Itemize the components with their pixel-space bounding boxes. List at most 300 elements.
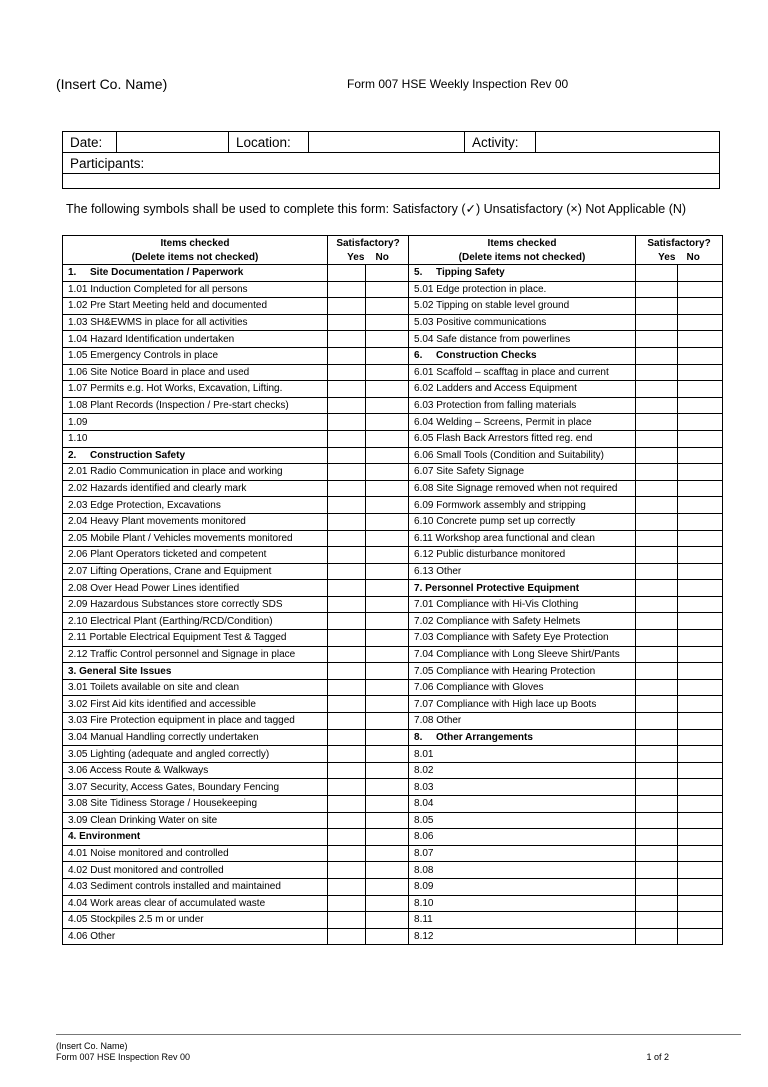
no-checkbox-cell[interactable]	[678, 696, 723, 713]
no-checkbox-cell[interactable]	[678, 713, 723, 730]
no-checkbox-cell[interactable]	[366, 878, 409, 895]
no-checkbox-cell[interactable]	[678, 663, 723, 680]
no-checkbox-cell[interactable]	[678, 480, 723, 497]
item-text: Construction Checks	[436, 350, 537, 362]
checklist-item	[63, 613, 328, 630]
no-checkbox-cell[interactable]	[678, 729, 723, 746]
checklist-item	[409, 829, 636, 846]
checklist-item	[63, 630, 328, 647]
no-checkbox-cell[interactable]	[678, 829, 723, 846]
table-row	[63, 912, 723, 929]
yes-checkbox-cell[interactable]	[328, 845, 366, 862]
checklist-item	[409, 630, 636, 647]
checklist-item	[63, 347, 328, 364]
item-text: 2.03 Edge Protection, Excavations	[68, 499, 221, 511]
yes-checkbox-cell[interactable]	[328, 563, 366, 580]
yes-checkbox-cell[interactable]	[328, 796, 366, 813]
no-checkbox-cell[interactable]	[366, 563, 409, 580]
no-checkbox-cell[interactable]	[678, 298, 723, 315]
item-text: 8.06	[414, 831, 434, 843]
no-checkbox-cell[interactable]	[678, 364, 723, 381]
checklist-item	[409, 547, 636, 564]
yes-checkbox-cell[interactable]	[328, 729, 366, 746]
yes-checkbox-cell[interactable]	[636, 414, 678, 431]
no-checkbox-cell[interactable]	[366, 779, 409, 796]
yes-checkbox-cell[interactable]	[328, 679, 366, 696]
section-heading	[63, 663, 328, 680]
table-row	[63, 414, 723, 431]
yes-checkbox-cell[interactable]	[636, 298, 678, 315]
no-checkbox-cell[interactable]	[678, 381, 723, 398]
yes-checkbox-cell[interactable]	[636, 845, 678, 862]
item-text: 3.06 Access Route & Walkways	[68, 765, 209, 777]
no-checkbox-cell[interactable]	[678, 845, 723, 862]
yes-checkbox-cell[interactable]	[328, 447, 366, 464]
yes-checkbox-cell[interactable]	[636, 912, 678, 929]
item-text: 2.10 Electrical Plant (Earthing/RCD/Condition)	[68, 615, 273, 627]
item-text: 3. General Site Issues	[68, 665, 172, 677]
checklist-item	[409, 381, 636, 398]
yes-checkbox-cell[interactable]	[636, 547, 678, 564]
table-row	[63, 331, 723, 348]
table-row	[63, 347, 723, 364]
section-heading	[409, 729, 636, 746]
yes-checkbox-cell[interactable]	[328, 314, 366, 331]
checklist-item	[409, 696, 636, 713]
no-checkbox-cell[interactable]	[678, 912, 723, 929]
no-checkbox-cell[interactable]	[366, 912, 409, 929]
checklist-item	[409, 895, 636, 912]
yes-checkbox-cell[interactable]	[328, 663, 366, 680]
yes-checkbox-cell[interactable]	[636, 397, 678, 414]
checklist-item	[63, 414, 328, 431]
checklist-item	[63, 464, 328, 481]
table-row	[63, 464, 723, 481]
date-field[interactable]	[117, 132, 229, 153]
inspection-info-table	[62, 131, 720, 189]
footer-company: (Insert Co. Name)	[56, 1041, 128, 1051]
symbol-legend: The following symbols shall be used to complete this form: Satisfactory (✓) Unsatisfactory (×) Not Applicable (N)	[66, 202, 687, 216]
no-checkbox-cell[interactable]	[366, 630, 409, 647]
item-text: 3.07 Security, Access Gates, Boundary Fencing	[68, 781, 280, 793]
yes-checkbox-cell[interactable]	[636, 563, 678, 580]
yes-checkbox-cell[interactable]	[636, 878, 678, 895]
yes-checkbox-cell[interactable]	[328, 928, 366, 945]
item-text: Tipping Safety	[436, 267, 505, 279]
item-text: 2.05 Mobile Plant / Vehicles movements monitored	[68, 532, 293, 544]
table-row	[63, 530, 723, 547]
yes-checkbox-cell[interactable]	[636, 713, 678, 730]
table-row	[63, 281, 723, 298]
no-checkbox-cell[interactable]	[678, 596, 723, 613]
yes-checkbox-cell[interactable]	[636, 513, 678, 530]
no-checkbox-cell[interactable]	[678, 613, 723, 630]
table-row	[63, 663, 723, 680]
yes-checkbox-cell[interactable]	[328, 430, 366, 447]
no-checkbox-cell[interactable]	[366, 762, 409, 779]
yes-label: Yes	[347, 251, 365, 263]
item-text: 6.07 Site Safety Signage	[414, 466, 525, 478]
yes-checkbox-cell[interactable]	[636, 530, 678, 547]
yes-checkbox-cell[interactable]	[636, 895, 678, 912]
yes-checkbox-cell[interactable]	[636, 663, 678, 680]
yes-checkbox-cell[interactable]	[636, 364, 678, 381]
yes-checkbox-cell[interactable]	[636, 480, 678, 497]
no-checkbox-cell[interactable]	[366, 613, 409, 630]
checklist-item	[409, 563, 636, 580]
item-text: 5.03 Positive communications	[414, 317, 547, 329]
item-text: 8.05	[414, 814, 434, 826]
table-row	[63, 646, 723, 663]
yes-checkbox-cell[interactable]	[328, 878, 366, 895]
no-checkbox-cell[interactable]	[678, 513, 723, 530]
yes-checkbox-cell[interactable]	[636, 464, 678, 481]
checklist-item	[63, 812, 328, 829]
checklist-item	[63, 928, 328, 945]
no-checkbox-cell[interactable]	[678, 563, 723, 580]
no-checkbox-cell[interactable]	[366, 829, 409, 846]
checklist-item	[63, 696, 328, 713]
checklist-item	[409, 845, 636, 862]
no-checkbox-cell[interactable]	[366, 497, 409, 514]
yes-checkbox-cell[interactable]	[636, 679, 678, 696]
no-checkbox-cell[interactable]	[366, 397, 409, 414]
no-checkbox-cell[interactable]	[678, 331, 723, 348]
checklist-item	[63, 430, 328, 447]
no-checkbox-cell[interactable]	[366, 646, 409, 663]
checklist-item	[63, 762, 328, 779]
item-text: 6.06 Small Tools (Condition and Suitability)	[414, 449, 604, 461]
yes-checkbox-cell[interactable]	[636, 812, 678, 829]
table-row	[63, 547, 723, 564]
yes-checkbox-cell[interactable]	[636, 314, 678, 331]
yes-checkbox-cell[interactable]	[328, 812, 366, 829]
yes-checkbox-cell[interactable]	[328, 580, 366, 597]
item-text: 4.01 Noise monitored and controlled	[68, 848, 229, 860]
item-text: 7. Personnel Protective Equipment	[414, 582, 580, 594]
item-text: 1.01 Induction Completed for all persons	[68, 283, 248, 295]
no-checkbox-cell[interactable]	[678, 281, 723, 298]
no-checkbox-cell[interactable]	[366, 430, 409, 447]
no-checkbox-cell[interactable]	[366, 596, 409, 613]
checklist-item	[63, 513, 328, 530]
section-heading	[409, 347, 636, 364]
yes-checkbox-cell[interactable]	[328, 829, 366, 846]
item-text: 6.03 Protection from falling materials	[414, 400, 577, 412]
participants-line[interactable]	[63, 174, 720, 189]
yes-checkbox-cell[interactable]	[636, 580, 678, 597]
item-text: 4.06 Other	[68, 931, 116, 943]
no-checkbox-cell[interactable]	[366, 845, 409, 862]
table-row	[63, 298, 723, 315]
section-heading	[409, 265, 636, 282]
no-checkbox-cell[interactable]	[366, 796, 409, 813]
no-checkbox-cell[interactable]	[678, 679, 723, 696]
no-checkbox-cell[interactable]	[678, 497, 723, 514]
no-checkbox-cell[interactable]	[366, 331, 409, 348]
yes-checkbox-cell[interactable]	[328, 513, 366, 530]
activity-field[interactable]	[536, 132, 720, 153]
items-header-right: Items checked	[409, 236, 636, 251]
checklist-item	[409, 613, 636, 630]
yes-checkbox-cell[interactable]	[328, 381, 366, 398]
yes-checkbox-cell[interactable]	[636, 796, 678, 813]
no-checkbox-cell[interactable]	[678, 314, 723, 331]
yes-checkbox-cell[interactable]	[328, 912, 366, 929]
no-checkbox-cell[interactable]	[366, 895, 409, 912]
no-checkbox-cell[interactable]	[366, 298, 409, 315]
yes-checkbox-cell[interactable]	[636, 347, 678, 364]
item-text: 6.08 Site Signage removed when not required	[414, 483, 618, 495]
yes-no-header-right	[636, 250, 723, 265]
table-row	[63, 596, 723, 613]
yes-checkbox-cell[interactable]	[636, 281, 678, 298]
yes-checkbox-cell[interactable]	[328, 696, 366, 713]
no-checkbox-cell[interactable]	[678, 265, 723, 282]
no-checkbox-cell[interactable]	[678, 464, 723, 481]
no-checkbox-cell[interactable]	[678, 928, 723, 945]
location-field[interactable]	[309, 132, 465, 153]
no-checkbox-cell[interactable]	[366, 580, 409, 597]
no-checkbox-cell[interactable]	[366, 679, 409, 696]
yes-checkbox-cell[interactable]	[328, 480, 366, 497]
no-checkbox-cell[interactable]	[366, 746, 409, 763]
participants-field[interactable]	[63, 153, 720, 174]
item-text: 2.02 Hazards identified and clearly mark	[68, 483, 247, 495]
table-row	[63, 381, 723, 398]
yes-checkbox-cell[interactable]	[328, 347, 366, 364]
no-checkbox-cell[interactable]	[678, 895, 723, 912]
yes-checkbox-cell[interactable]	[636, 447, 678, 464]
location-label: Location:	[229, 132, 309, 153]
table-row	[63, 762, 723, 779]
item-text: 8.01	[414, 748, 434, 760]
no-checkbox-cell[interactable]	[678, 347, 723, 364]
company-name: (Insert Co. Name)	[56, 76, 168, 92]
yes-checkbox-cell[interactable]	[636, 497, 678, 514]
yes-checkbox-cell[interactable]	[328, 414, 366, 431]
no-checkbox-cell[interactable]	[678, 762, 723, 779]
table-row	[63, 513, 723, 530]
checklist-item	[63, 862, 328, 879]
no-checkbox-cell[interactable]	[366, 381, 409, 398]
yes-checkbox-cell[interactable]	[328, 281, 366, 298]
no-checkbox-cell[interactable]	[366, 928, 409, 945]
yes-checkbox-cell[interactable]	[328, 862, 366, 879]
no-checkbox-cell[interactable]	[366, 530, 409, 547]
table-row	[63, 845, 723, 862]
table-row	[63, 779, 723, 796]
item-text: 6.09 Formwork assembly and stripping	[414, 499, 586, 511]
no-checkbox-cell[interactable]	[366, 480, 409, 497]
table-row	[63, 397, 723, 414]
checklist-item	[409, 480, 636, 497]
no-checkbox-cell[interactable]	[366, 314, 409, 331]
item-text: 7.08 Other	[414, 715, 462, 727]
no-checkbox-cell[interactable]	[678, 397, 723, 414]
yes-checkbox-cell[interactable]	[328, 895, 366, 912]
yes-checkbox-cell[interactable]	[636, 381, 678, 398]
no-checkbox-cell[interactable]	[678, 414, 723, 431]
yes-checkbox-cell[interactable]	[328, 596, 366, 613]
item-text: 6.13 Other	[414, 565, 462, 577]
no-checkbox-cell[interactable]	[366, 663, 409, 680]
yes-checkbox-cell[interactable]	[328, 265, 366, 282]
section-number: 1.	[68, 267, 77, 279]
no-checkbox-cell[interactable]	[678, 796, 723, 813]
checklist-item	[409, 663, 636, 680]
checklist-item	[409, 513, 636, 530]
section-heading	[63, 829, 328, 846]
no-checkbox-cell[interactable]	[678, 812, 723, 829]
yes-checkbox-cell[interactable]	[328, 331, 366, 348]
yes-checkbox-cell[interactable]	[636, 630, 678, 647]
item-text: 3.04 Manual Handling correctly undertaken	[68, 731, 259, 743]
yes-checkbox-cell[interactable]	[636, 729, 678, 746]
yes-checkbox-cell[interactable]	[328, 530, 366, 547]
yes-checkbox-cell[interactable]	[328, 762, 366, 779]
no-checkbox-cell[interactable]	[678, 862, 723, 879]
item-text: 2.01 Radio Communication in place and working	[68, 466, 283, 478]
item-text: 5.04 Safe distance from powerlines	[414, 333, 571, 345]
yes-checkbox-cell[interactable]	[636, 696, 678, 713]
checklist-item	[409, 298, 636, 315]
yes-checkbox-cell[interactable]	[636, 928, 678, 945]
item-text: Construction Safety	[90, 449, 186, 461]
no-checkbox-cell[interactable]	[678, 547, 723, 564]
table-row	[63, 563, 723, 580]
no-checkbox-cell[interactable]	[678, 779, 723, 796]
item-text: 8.04	[414, 798, 434, 810]
yes-checkbox-cell[interactable]	[328, 613, 366, 630]
yes-checkbox-cell[interactable]	[328, 547, 366, 564]
yes-checkbox-cell[interactable]	[328, 397, 366, 414]
table-row	[63, 829, 723, 846]
yes-label: Yes	[658, 251, 676, 263]
item-text: 1.09	[68, 416, 88, 428]
table-row	[63, 696, 723, 713]
item-text: 1.04 Hazard Identification undertaken	[68, 333, 235, 345]
item-text: 8.02	[414, 765, 434, 777]
yes-no-header-left	[328, 250, 409, 265]
no-checkbox-cell[interactable]	[366, 464, 409, 481]
checklist-item	[409, 862, 636, 879]
yes-checkbox-cell[interactable]	[636, 646, 678, 663]
item-text: 2.11 Portable Electrical Equipment Test & Tagged	[68, 632, 287, 644]
yes-checkbox-cell[interactable]	[328, 464, 366, 481]
no-checkbox-cell[interactable]	[366, 729, 409, 746]
no-checkbox-cell[interactable]	[678, 430, 723, 447]
no-checkbox-cell[interactable]	[366, 364, 409, 381]
checklist-item	[63, 497, 328, 514]
no-checkbox-cell[interactable]	[678, 447, 723, 464]
yes-checkbox-cell[interactable]	[328, 713, 366, 730]
item-text: 4.03 Sediment controls installed and maintained	[68, 881, 281, 893]
yes-checkbox-cell[interactable]	[328, 298, 366, 315]
yes-checkbox-cell[interactable]	[328, 364, 366, 381]
item-text: 7.03 Compliance with Safety Eye Protection	[414, 632, 609, 644]
no-checkbox-cell[interactable]	[366, 862, 409, 879]
yes-checkbox-cell[interactable]	[636, 746, 678, 763]
no-checkbox-cell[interactable]	[678, 746, 723, 763]
item-text: 3.03 Fire Protection equipment in place and tagged	[68, 715, 295, 727]
yes-checkbox-cell[interactable]	[636, 596, 678, 613]
item-text: 8.10	[414, 897, 434, 909]
yes-checkbox-cell[interactable]	[636, 829, 678, 846]
yes-checkbox-cell[interactable]	[636, 331, 678, 348]
no-checkbox-cell[interactable]	[678, 530, 723, 547]
yes-checkbox-cell[interactable]	[636, 265, 678, 282]
item-text: 4.04 Work areas clear of accumulated waste	[68, 897, 266, 909]
yes-checkbox-cell[interactable]	[636, 779, 678, 796]
no-checkbox-cell[interactable]	[366, 812, 409, 829]
no-checkbox-cell[interactable]	[678, 646, 723, 663]
no-checkbox-cell[interactable]	[366, 713, 409, 730]
item-text: 6.05 Flash Back Arrestors fitted reg. end	[414, 433, 593, 445]
no-checkbox-cell[interactable]	[366, 265, 409, 282]
item-text: 4.02 Dust monitored and controlled	[68, 864, 224, 876]
checklist-item	[63, 895, 328, 912]
item-text: 8.03	[414, 781, 434, 793]
checklist-item	[409, 281, 636, 298]
yes-checkbox-cell[interactable]	[636, 762, 678, 779]
checklist-item	[409, 812, 636, 829]
yes-checkbox-cell[interactable]	[636, 862, 678, 879]
yes-checkbox-cell[interactable]	[636, 613, 678, 630]
checklist-item	[409, 779, 636, 796]
no-checkbox-cell[interactable]	[678, 580, 723, 597]
table-row	[63, 364, 723, 381]
form-title: Form 007 HSE Weekly Inspection Rev 00	[347, 77, 569, 91]
table-row	[63, 265, 723, 282]
table-row	[63, 862, 723, 879]
items-subheader-left: (Delete items not checked)	[63, 250, 328, 265]
yes-checkbox-cell[interactable]	[328, 779, 366, 796]
no-checkbox-cell[interactable]	[366, 414, 409, 431]
yes-checkbox-cell[interactable]	[636, 430, 678, 447]
checklist-item	[63, 580, 328, 597]
item-text: 8.07	[414, 848, 434, 860]
item-text: 6.10 Concrete pump set up correctly	[414, 516, 576, 528]
date-label: Date:	[63, 132, 117, 153]
no-checkbox-cell[interactable]	[366, 347, 409, 364]
checklist-item	[63, 713, 328, 730]
no-checkbox-cell[interactable]	[678, 878, 723, 895]
no-checkbox-cell[interactable]	[366, 696, 409, 713]
checklist-item	[409, 364, 636, 381]
no-checkbox-cell[interactable]	[678, 630, 723, 647]
checklist-item	[409, 746, 636, 763]
yes-checkbox-cell[interactable]	[328, 746, 366, 763]
checklist-item	[63, 281, 328, 298]
no-checkbox-cell[interactable]	[366, 513, 409, 530]
table-row	[63, 895, 723, 912]
no-checkbox-cell[interactable]	[366, 447, 409, 464]
item-text: 1.07 Permits e.g. Hot Works, Excavation, Lifting.	[68, 383, 283, 395]
yes-checkbox-cell[interactable]	[328, 497, 366, 514]
no-checkbox-cell[interactable]	[366, 281, 409, 298]
table-row	[63, 713, 723, 730]
item-text: 3.01 Toilets available on site and clean	[68, 682, 240, 694]
item-text: 6.04 Welding – Screens, Permit in place	[414, 416, 592, 428]
no-checkbox-cell[interactable]	[366, 547, 409, 564]
item-text: 2.04 Heavy Plant movements monitored	[68, 516, 246, 528]
yes-checkbox-cell[interactable]	[328, 630, 366, 647]
yes-checkbox-cell[interactable]	[328, 646, 366, 663]
item-text: 5.01 Edge protection in place.	[414, 283, 547, 295]
table-row	[63, 630, 723, 647]
table-row	[63, 430, 723, 447]
